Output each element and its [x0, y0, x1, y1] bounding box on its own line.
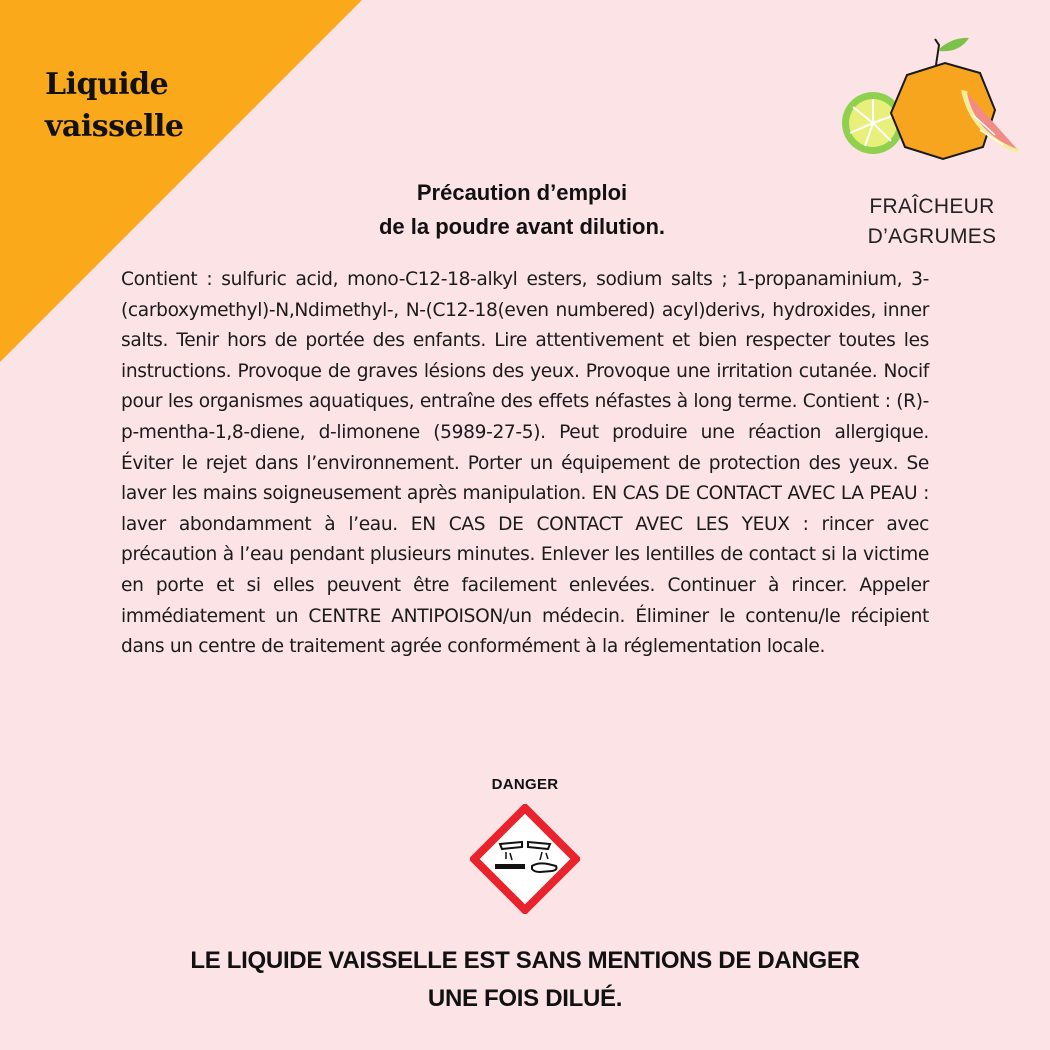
scent-label — [832, 192, 1032, 252]
product-title-line2: vaisselle — [45, 109, 184, 144]
footer-line1: LE LIQUIDE VAISSELLE EST SANS MENTIONS DE DANGER — [190, 947, 860, 974]
scent-line2: D’AGRUMES — [867, 225, 997, 248]
product-title-line1: Liquide — [45, 67, 169, 102]
product-title — [45, 64, 184, 148]
dilution-notice — [100, 942, 950, 1018]
footer-line2: UNE FOIS DILUÉ. — [427, 985, 623, 1012]
heading-line2: de la poudre avant dilution. — [378, 214, 666, 239]
precaution-heading — [300, 176, 744, 244]
citrus-fruits-icon — [835, 35, 1025, 165]
signal-word: DANGER — [491, 776, 559, 793]
heading-line1: Précaution d’emploi — [416, 180, 628, 205]
ghs05-corrosive-icon — [470, 804, 580, 914]
scent-line1: FRAÎCHEUR — [869, 195, 995, 218]
precaution-body: Contient : sulfuric acid, mono-C12-18-alkyl esters, sodium salts ; 1-propanaminium, 3-(carboxymethyl)-N,Ndimethyl-, N-(C12-18(even numbered) acyl)derivs, hydroxides, inner salts. Tenir hors de portée des enfants. Lire attentivement et bien respecter toutes les instructions. Provoque de graves lésions des yeux. Provoque une irritation cutanée. Nocif pour les organismes aquatiques, entraîne des effets néfastes à long terme. Contient : (R)-p-mentha-1,8-diene, d-limonene (5989-27-5). Peut produire une réaction allergique. Éviter le rejet dans l’environnement. Porter un équipement de protection des yeux. Se laver les mains soigneusement après manipulation. EN CAS DE CONTACT AVEC LA PEAU : laver abondamment à l’eau. EN CAS DE CONTACT AVEC LES YEUX : rincer avec précaution à l’eau pendant plusieurs minutes. Enlever les lentilles de contact si la victime en porte et si elles peuvent être facilement enlevées. Continuer à rincer. Appeler immédiatement un CENTRE ANTIPOISON/un médecin. Éliminer le contenu/le récipient dans un centre de traitement agrée conformément à la réglementation locale. — [121, 269, 929, 658]
